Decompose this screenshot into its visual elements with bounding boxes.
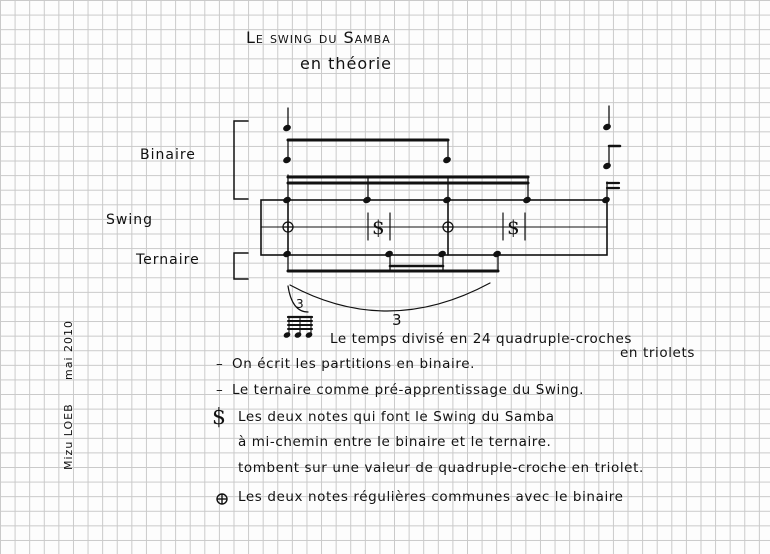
note-regular-line: Les deux notes régulières communes avec le binaire [238,489,624,505]
triplet-mark-small: 3 [296,297,304,311]
dollar-sign-icon: $ [507,215,520,239]
triplet-mark-large: 3 [392,311,402,329]
large-triplet-arc [290,283,490,311]
circled-plus-icon [443,222,453,232]
author-name: Mizu LOEB [62,403,75,470]
note-dash-2: – [216,382,224,398]
note-dash-1: – [216,356,224,372]
note-temps-line2: en triolets [620,345,695,361]
circled-plus-icon [283,222,293,232]
note-temps-line1: Le temps divisé en 24 quadruple-croches [330,331,633,347]
dollar-sign-icon: $ [372,215,385,239]
label-ternaire: Ternaire [136,252,200,268]
dollar-sign-icon: $ [212,405,226,430]
note-line1: On écrit les partitions en binaire. [232,356,475,372]
note-swing-line2: à mi-chemin entre le binaire et le ternaire. [238,434,552,450]
page-title: Le swing du Samba [246,28,391,47]
ternaire-bracket [234,253,248,279]
note-line2: Le ternaire comme pré-apprentissage du Swing. [232,382,585,398]
note-swing-line3: tombent sur une valeur de quadruple-croche en triolet. [238,460,644,476]
circled-plus-icon [215,492,229,506]
date-label: mai 2010 [62,319,75,380]
page-subtitle: en théorie [300,54,392,73]
label-swing: Swing [106,212,153,228]
binaire-bracket [234,121,248,199]
label-binaire: Binaire [140,147,196,163]
note-swing-line1: Les deux notes qui font le Swing du Samba [238,409,555,425]
